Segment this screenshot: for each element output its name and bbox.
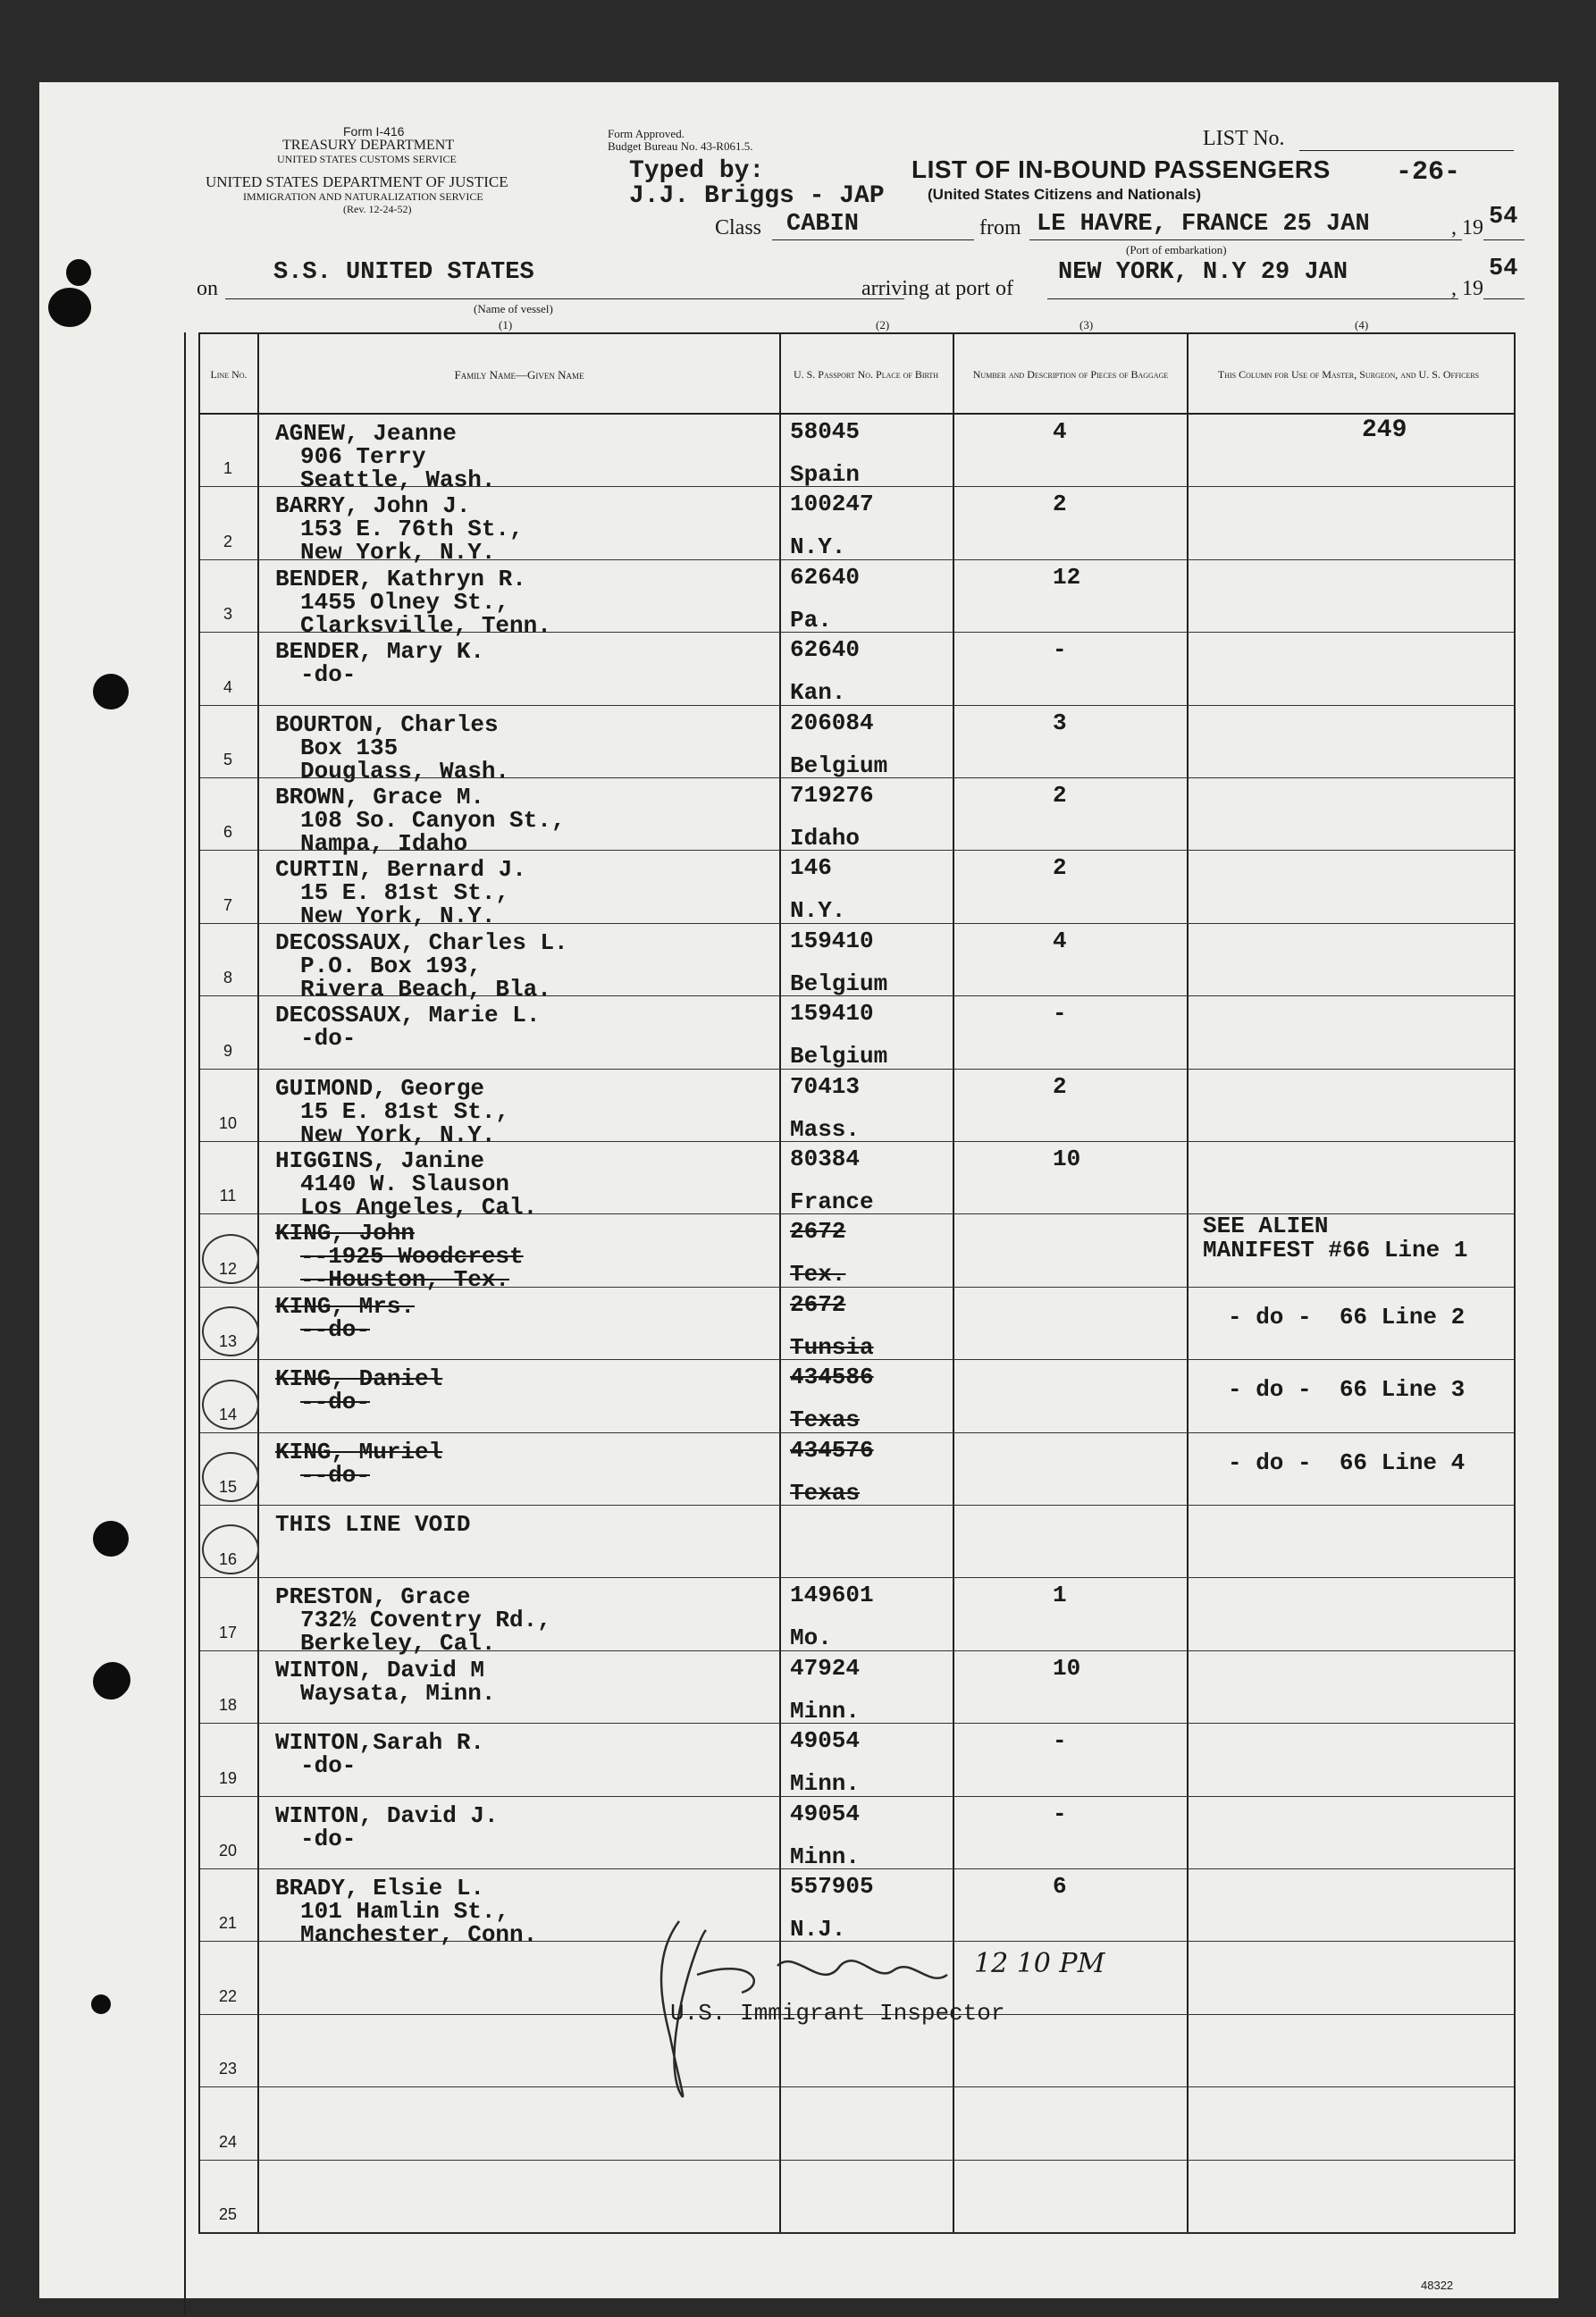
line-number: 4 [223, 677, 232, 696]
left-margin-line [184, 332, 186, 2314]
col-num-2: (2) [876, 318, 890, 332]
binder-hole [66, 259, 91, 286]
passenger-name: BROWN, Grace M. [275, 784, 485, 810]
passport-number: 149601 [790, 1582, 874, 1609]
baggage-count: 2 [1053, 782, 1067, 809]
line-number: 8 [223, 969, 232, 987]
table-row [200, 1797, 1514, 1869]
line-number: 11 [219, 1187, 237, 1205]
passenger-address: 15 E. 81st St., [300, 879, 510, 907]
baggage-count: 6 [1053, 1873, 1067, 1900]
table-row [200, 633, 1514, 705]
place-of-birth: Texas [790, 1406, 861, 1434]
line-number: 6 [223, 823, 232, 842]
col-num-1: (1) [499, 318, 513, 332]
binder-hole [93, 1521, 129, 1557]
passenger-name: WINTON, David M [275, 1656, 485, 1683]
passenger-address: -do- [300, 661, 357, 689]
passenger-name: BRADY, Elsie L. [275, 1875, 485, 1901]
form-title: LIST OF IN-BOUND PASSENGERS [911, 155, 1331, 183]
passenger-address: -do- [300, 1825, 357, 1852]
binder-hole [95, 1662, 130, 1698]
table-row [200, 1578, 1514, 1658]
passenger-name: WINTON, David J. [275, 1801, 499, 1829]
year-value-1: 54 [1489, 204, 1518, 231]
place-of-birth: N.Y. [790, 897, 846, 925]
vessel-caption: (Name of vessel) [474, 302, 553, 315]
passport-number: 434586 [790, 1364, 874, 1391]
passenger-name: KING, John [275, 1220, 416, 1247]
table-row [200, 996, 1514, 1069]
passenger-address: 101 Hamlin St., [300, 1898, 510, 1925]
year-prefix-1: , 19 [1451, 216, 1483, 239]
passenger-address: --do- [300, 1315, 371, 1343]
from-line [1029, 239, 1462, 240]
passport-number: 159410 [790, 1000, 874, 1028]
signature-area [643, 1903, 1144, 2118]
budget-bureau: Budget Bureau No. 43-R061.5. [608, 139, 753, 153]
ins-service: IMMIGRATION AND NATURALIZATION SERVICE [243, 190, 483, 203]
form-subtitle: (United States Citizens and Nationals) [928, 186, 1202, 203]
place-of-birth: Minn. [790, 1697, 861, 1725]
passenger-address: P.O. Box 193, [300, 952, 482, 979]
table-row [200, 1651, 1514, 1724]
passenger-name: THIS LINE VOID [275, 1511, 471, 1538]
binder-hole [91, 1994, 111, 2014]
table-row [200, 2161, 1514, 2233]
col-num-3: (3) [1079, 318, 1094, 332]
place-of-birth: Spain [790, 461, 861, 488]
officer-note: SEE ALIEN MANIFEST #66 Line 1 [1203, 1213, 1468, 1264]
class-label: Class [715, 216, 762, 239]
customs-service: UNITED STATES CUSTOMS SERVICE [277, 153, 457, 165]
place-of-birth: N.J. [790, 1916, 846, 1943]
year-line-1 [1483, 239, 1525, 240]
passport-number: 49054 [790, 1727, 861, 1755]
typed-by-label: Typed by: [629, 157, 765, 185]
table-row [200, 706, 1514, 785]
table-row [200, 1213, 1514, 1294]
place-of-birth: Mass. [790, 1115, 861, 1143]
arriving-value: NEW YORK, N.Y 29 JAN [1058, 259, 1348, 286]
passport-number: 62640 [790, 636, 861, 664]
vessel-line [225, 298, 904, 299]
place-of-birth: Tunsia [790, 1333, 874, 1361]
passenger-address: 732½ Coventry Rd., [300, 1607, 551, 1634]
line-number: 19 [218, 1768, 238, 1787]
table-row [200, 1070, 1514, 1148]
year-value-2: 54 [1489, 256, 1518, 282]
table-row [200, 1288, 1514, 1360]
class-value: CABIN [786, 211, 860, 238]
header-passport: U. S. Passport No. Place of Birth [793, 367, 939, 381]
table-row [200, 1724, 1514, 1796]
passenger-address: 906 Terry [300, 443, 426, 470]
passenger-name: PRESTON, Grace [275, 1583, 471, 1611]
passenger-address: Los Angeles, Cal. [300, 1194, 538, 1221]
list-no-label: LIST No. [1203, 127, 1285, 150]
header-name: Family Name—Given Name [454, 367, 584, 382]
table-row [200, 560, 1514, 639]
header-baggage: Number and Description of Pieces of Baggage [972, 367, 1169, 381]
place-of-birth: Texas [790, 1479, 861, 1507]
passenger-address: New York, N.Y. [300, 539, 496, 567]
line-number: 21 [218, 1914, 238, 1933]
passenger-address: 4140 W. Slauson [300, 1171, 510, 1197]
passport-number: 2672 [790, 1218, 846, 1246]
passenger-name: KING, Daniel [275, 1365, 443, 1393]
from-value: LE HAVRE, FRANCE 25 JAN [1037, 211, 1370, 238]
line-number: 18 [218, 1696, 238, 1715]
arriving-label: arriving at port of [861, 277, 1013, 300]
line-number: 13 [218, 1332, 238, 1351]
table-row [200, 924, 1514, 1003]
officer-note: - do - 66 Line 4 [1228, 1448, 1466, 1476]
passenger-name: BENDER, Mary K. [275, 638, 485, 666]
treasury-dept: TREASURY DEPARTMENT [282, 138, 455, 153]
revision-date: (Rev. 12-24-52) [343, 203, 412, 215]
line-number: 24 [218, 2132, 238, 2151]
passenger-name: DECOSSAUX, Charles L. [275, 928, 568, 956]
passenger-address: --do- [300, 1461, 371, 1489]
arriving-line [1047, 298, 1458, 299]
passenger-address: Berkeley, Cal. [300, 1630, 496, 1658]
passenger-address: Douglass, Wash. [300, 757, 510, 785]
baggage-count: - [1053, 1800, 1067, 1827]
header-officers: This Column for Use of Master, Surgeon, and U. S. Officers [1217, 367, 1480, 381]
passenger-address: 1455 Olney St., [300, 588, 510, 616]
place-of-birth: N.Y. [790, 533, 846, 561]
vessel-name: S.S. UNITED STATES [273, 259, 534, 286]
passenger-address: Clarksville, Tenn. [300, 611, 551, 639]
passport-number: 146 [790, 854, 832, 882]
table-row [200, 1360, 1514, 1432]
line-number: 25 [218, 2204, 238, 2223]
passport-number: 2672 [790, 1290, 846, 1318]
place-of-birth: Kan. [790, 679, 846, 707]
baggage-count: 2 [1053, 491, 1067, 518]
baggage-count: 4 [1053, 927, 1067, 954]
passenger-address: Nampa, Idaho [300, 830, 468, 857]
passenger-address: -do- [300, 1752, 357, 1780]
place-of-birth: Belgium [790, 1043, 888, 1070]
place-of-birth: Belgium [790, 970, 888, 997]
baggage-count: 10 [1053, 1146, 1081, 1172]
line-number: 12 [218, 1259, 238, 1278]
line-number: 22 [218, 1986, 238, 2005]
passenger-address: --do- [300, 1389, 371, 1416]
passenger-address: 153 E. 76th St., [300, 516, 524, 543]
inspector-time-note: 12 10 PM [974, 1948, 1105, 1979]
row-rule [200, 2232, 1514, 2233]
passenger-address: Waysata, Minn. [300, 1679, 496, 1707]
from-label: from [979, 216, 1021, 239]
officer-note: 249 [1362, 416, 1407, 444]
passport-number: 70413 [790, 1072, 861, 1100]
officer-note: - do - 66 Line 2 [1228, 1303, 1466, 1331]
passenger-address: 15 E. 81st St., [300, 1097, 510, 1125]
table-row [200, 1506, 1514, 1578]
passenger-address: --Houston, Tex. [300, 1266, 510, 1294]
place-of-birth: Idaho [790, 825, 861, 852]
passport-number: 62640 [790, 563, 861, 591]
line-number: 3 [223, 605, 232, 624]
binder-hole [48, 288, 91, 327]
passport-number: 434576 [790, 1436, 874, 1464]
baggage-count: - [1053, 1000, 1067, 1028]
passenger-name: DECOSSAUX, Marie L. [275, 1002, 541, 1029]
officer-note: - do - 66 Line 3 [1228, 1376, 1466, 1404]
table-row [200, 851, 1514, 930]
table-row [200, 778, 1514, 857]
baggage-count: 3 [1053, 709, 1067, 736]
passenger-name: BENDER, Kathryn R. [275, 565, 526, 592]
passenger-name: BOURTON, Charles [275, 710, 499, 738]
passenger-name: AGNEW, Jeanne [275, 420, 457, 447]
passport-number: 206084 [790, 709, 874, 736]
port-embark-caption: (Port of embarkation) [1126, 243, 1227, 256]
line-number: 9 [223, 1041, 232, 1060]
table-row [200, 415, 1514, 493]
place-of-birth: Belgium [790, 751, 888, 779]
line-number: 7 [223, 895, 232, 914]
col-num-4: (4) [1355, 318, 1369, 332]
line-number: 20 [218, 1841, 238, 1859]
passport-number: 47924 [790, 1654, 861, 1682]
line-number: 2 [223, 532, 232, 550]
passport-number: 719276 [790, 782, 874, 809]
passport-number: 159410 [790, 927, 874, 954]
baggage-count: 10 [1053, 1654, 1081, 1682]
header-line-no: Line No. [210, 367, 248, 381]
on-label: on [197, 277, 218, 300]
place-of-birth: Pa. [790, 606, 832, 634]
passenger-name: KING, Muriel [275, 1438, 443, 1465]
place-of-birth: Minn. [790, 1843, 861, 1870]
baggage-count: 1 [1053, 1582, 1067, 1609]
line-number: 5 [223, 750, 232, 768]
year-line-2 [1483, 298, 1525, 299]
class-line [772, 239, 974, 240]
justice-dept: UNITED STATES DEPARTMENT OF JUSTICE [206, 173, 508, 190]
passenger-name: GUIMOND, George [275, 1074, 485, 1102]
passenger-address: -do- [300, 1025, 357, 1053]
form-number: Form I-416 [343, 124, 405, 139]
line-number: 1 [223, 459, 232, 478]
passenger-address: 108 So. Canyon St., [300, 807, 566, 834]
place-of-birth: Tex. [790, 1261, 846, 1289]
line-number: 15 [218, 1477, 238, 1496]
passenger-name: CURTIN, Bernard J. [275, 856, 526, 884]
passenger-address: New York, N.Y. [300, 902, 496, 930]
baggage-count: 2 [1053, 1072, 1067, 1100]
passenger-name: HIGGINS, Janine [275, 1147, 485, 1174]
year-prefix-2: , 19 [1451, 277, 1483, 300]
line-number: 16 [218, 1550, 238, 1569]
line-number: 17 [218, 1623, 238, 1641]
table-row [200, 1433, 1514, 1506]
passenger-address: Manchester, Conn. [300, 1921, 538, 1948]
line-number: 10 [218, 1113, 238, 1132]
baggage-count: 12 [1053, 563, 1081, 591]
binder-hole [93, 674, 129, 709]
place-of-birth: Minn. [790, 1770, 861, 1798]
passport-number: 100247 [790, 491, 874, 518]
list-no-value: -26- [1396, 157, 1461, 188]
passport-number: 557905 [790, 1873, 874, 1900]
passport-number: 80384 [790, 1146, 861, 1172]
passport-number: 49054 [790, 1800, 861, 1827]
place-of-birth: Mo. [790, 1624, 832, 1652]
passport-number: 58045 [790, 418, 861, 445]
place-of-birth: France [790, 1188, 874, 1215]
baggage-count: - [1053, 1727, 1067, 1755]
passenger-address: --1925 Woodcrest [300, 1243, 524, 1271]
table-row [200, 487, 1514, 567]
footer-code: 48322 [1421, 2279, 1454, 2292]
baggage-count: - [1053, 636, 1067, 664]
passenger-address: Seattle, Wash. [300, 466, 496, 493]
baggage-count: 2 [1053, 854, 1067, 882]
passenger-address: New York, N.Y. [300, 1121, 496, 1148]
typed-by-value: J.J. Briggs - JAP [629, 182, 885, 210]
passenger-name: BARRY, John J. [275, 492, 471, 520]
passenger-name: KING, Mrs. [275, 1292, 416, 1320]
line-number: 14 [218, 1405, 238, 1423]
table-row [200, 1142, 1514, 1221]
inspector-caption: U.S. Immigrant Inspector [670, 2000, 1005, 2027]
line-number: 23 [218, 2060, 238, 2078]
form-approved: Form Approved. [608, 127, 685, 140]
baggage-count: 4 [1053, 418, 1067, 445]
passenger-name: WINTON,Sarah R. [275, 1729, 485, 1757]
passenger-address: Box 135 [300, 734, 399, 761]
list-no-line [1299, 150, 1514, 151]
passenger-address: Rivera Beach, Bla. [300, 975, 551, 1003]
